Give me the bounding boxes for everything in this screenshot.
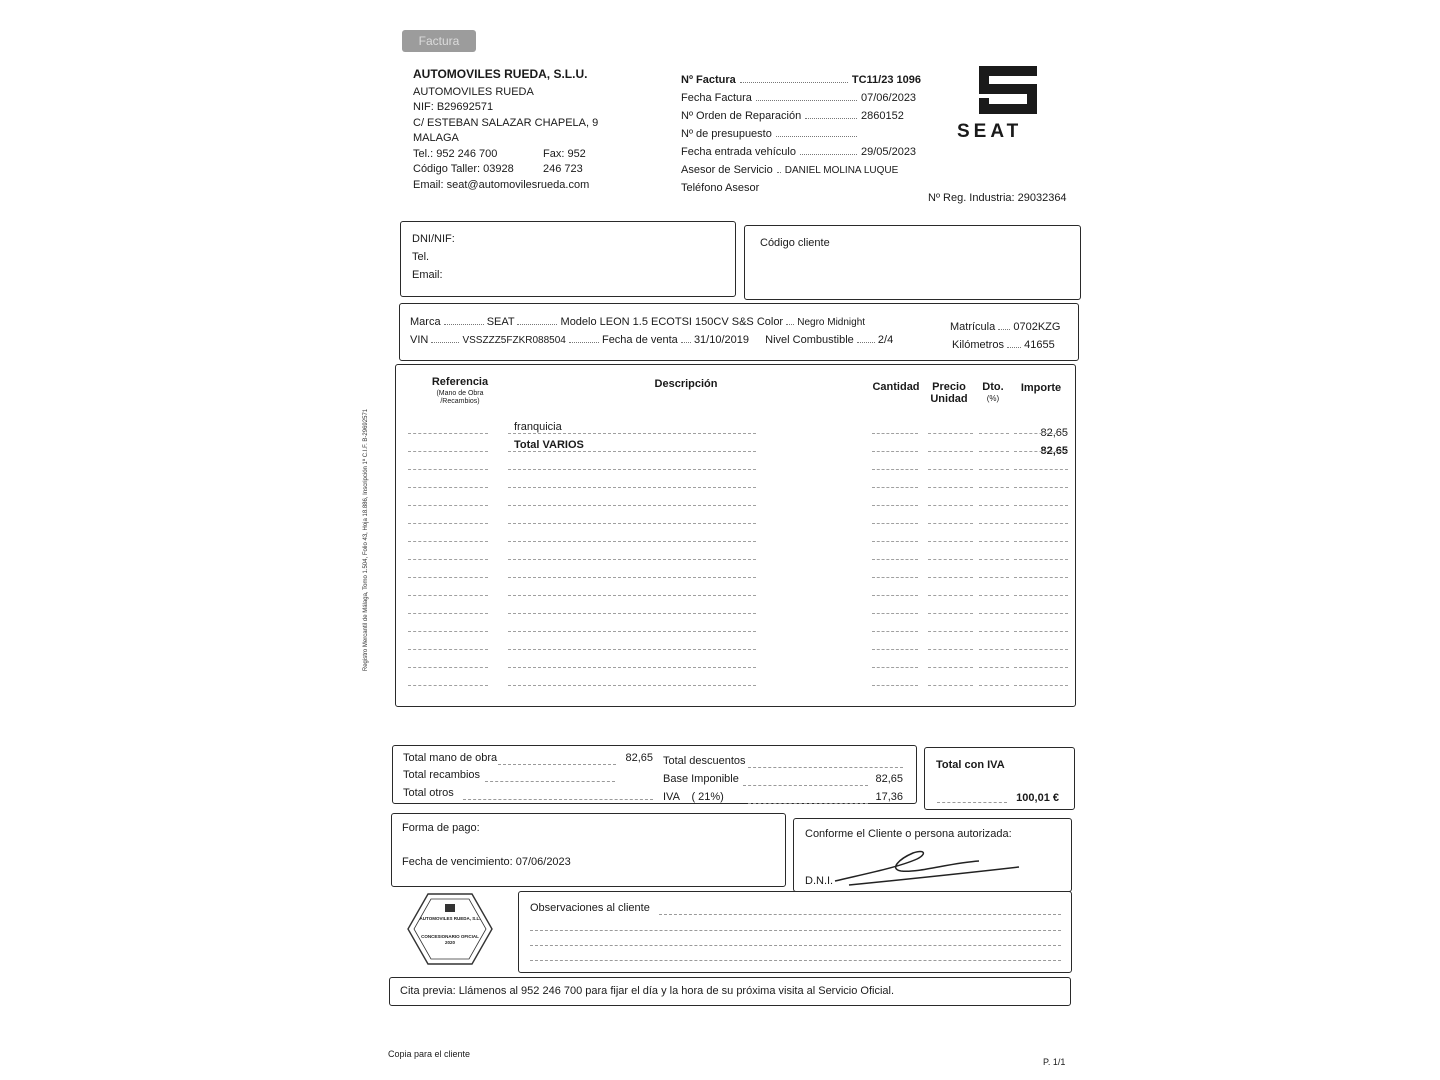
table-rule-line — [1014, 649, 1068, 650]
table-rule-line — [1014, 631, 1068, 632]
dealer-stamp — [406, 892, 494, 966]
table-rule-line — [508, 685, 756, 686]
table-rule-line — [872, 631, 918, 632]
stamp-subtitle: CONCESIONARIO OFICIAL 2020 — [421, 934, 479, 945]
th-discount-sub: (%) — [986, 394, 1000, 403]
vehicle-box — [399, 303, 1079, 361]
table-rule-line — [508, 451, 756, 452]
line-items-table — [395, 364, 1076, 707]
total-with-iva-box — [924, 747, 1075, 810]
table-rule-line — [508, 505, 756, 506]
table-rule-line — [508, 523, 756, 524]
table-rule-line — [979, 649, 1009, 650]
th-reference-sub: (Mano de Obra /Recambios) — [436, 390, 484, 405]
others-total-label: Total otros — [403, 787, 454, 799]
model-value: LEON 1.5 ECOTSI 150CV S&S — [599, 316, 754, 328]
table-rule-line — [872, 559, 918, 560]
fuel-value: 2/4 — [877, 334, 894, 346]
client-code-box — [744, 225, 1081, 300]
th-discount: Dto. — [982, 381, 1004, 393]
plate-label: Matrícula — [950, 321, 996, 333]
table-rule-line — [979, 631, 1009, 632]
table-rule-line — [979, 469, 1009, 470]
table-rule-line — [508, 631, 756, 632]
invoice-number: TC11/23 1096 — [851, 74, 921, 86]
table-rule-line — [928, 505, 973, 506]
table-rule-line — [928, 595, 973, 596]
table-rule-line — [979, 667, 1009, 668]
table-rule-line — [872, 667, 918, 668]
entry-date-label: Fecha entrada vehículo — [681, 146, 796, 158]
invoice-date: 07/06/2023 — [861, 92, 917, 104]
advisor-name: DANIEL MOLINA LUQUE — [784, 165, 899, 176]
total-with-iva-label: Total con IVA — [936, 759, 1005, 771]
table-rule-line — [408, 487, 488, 488]
table-rule-line — [508, 667, 756, 668]
table-rule-line — [508, 487, 756, 488]
table-rule-line — [1014, 577, 1068, 578]
table-rule-line — [872, 523, 918, 524]
table-rule-line — [872, 595, 918, 596]
table-rule-line — [872, 487, 918, 488]
table-rule-line — [928, 631, 973, 632]
appointment-box — [389, 977, 1071, 1006]
table-rule-line — [508, 559, 756, 560]
appointment-text: Cita previa: Llámenos al 952 246 700 para fijar el día y la hora de su próxima visita al Servicio Oficial. — [400, 985, 895, 997]
labor-total-label: Total mano de obra — [403, 752, 498, 764]
company-name: AUTOMOVILES RUEDA, S.L.U. — [413, 67, 588, 81]
company-city: MALAGA — [413, 132, 459, 144]
brand-label: Marca — [410, 316, 441, 328]
table-rule-line — [1014, 487, 1068, 488]
table-rule-line — [979, 523, 1009, 524]
table-rule-line — [408, 649, 488, 650]
table-rule-line — [928, 559, 973, 560]
table-rule-line — [979, 577, 1009, 578]
table-rule-line — [408, 667, 488, 668]
seat-wordmark: SEAT — [957, 121, 1023, 142]
table-rule-line — [1014, 433, 1068, 434]
due-date-label: Fecha de vencimiento: — [402, 856, 513, 868]
table-rule-line — [979, 451, 1009, 452]
table-rule-line — [408, 505, 488, 506]
observations-box — [518, 891, 1072, 973]
table-rule-line — [928, 541, 973, 542]
table-rule-line — [408, 433, 488, 434]
table-rule-line — [979, 505, 1009, 506]
table-rule-line — [872, 613, 918, 614]
table-rule-line — [872, 451, 918, 452]
mercantile-registry-text: Registro Mercantil de Málaga, Tomo 1.504, Folio 43, Hoja 18.886, Inscripción 1ª C.I.F. B-29692571 — [363, 408, 369, 672]
table-rule-line — [508, 469, 756, 470]
plate-value: 0702KZG — [1013, 321, 1061, 333]
vin-value: VSSZZZ5FZKR088504 — [462, 335, 566, 346]
table-rule-line — [979, 433, 1009, 434]
payment-method-label: Forma de pago: — [402, 822, 480, 834]
advisor-phone-label: Teléfono Asesor — [681, 182, 760, 194]
iva-rate: ( 21%) — [691, 791, 724, 803]
table-rule-line — [508, 595, 756, 596]
table-rule-line — [928, 451, 973, 452]
table-rule-line — [408, 541, 488, 542]
table-rule-line — [408, 577, 488, 578]
company-email: Email: seat@automovilesrueda.com — [413, 178, 590, 191]
brand-value: SEAT — [486, 316, 515, 328]
table-rule-line — [979, 595, 1009, 596]
row-2-amount: 82,65 — [1040, 445, 1068, 457]
table-rule-line — [1014, 667, 1068, 668]
table-rule-line — [872, 541, 918, 542]
signature-label: Conforme el Cliente o persona autorizada: — [805, 828, 1012, 840]
handwritten-signature — [829, 845, 1029, 889]
invoice-number-label: Nº Factura — [681, 74, 736, 86]
client-code-label: Código cliente — [760, 237, 830, 249]
company-nif: NIF: B29692571 — [413, 101, 494, 113]
km-label: Kilómetros — [952, 339, 1004, 351]
table-rule-line — [408, 595, 488, 596]
advisor-label: Asesor de Servicio — [681, 164, 773, 176]
company-fax: Fax: 952 246 723 — [543, 147, 586, 175]
table-rule-line — [508, 577, 756, 578]
discounts-total-label: Total descuentos — [663, 755, 746, 767]
total-with-iva: 100,01 € — [1016, 792, 1059, 804]
table-rule-line — [872, 433, 918, 434]
color-value: Negro Midnight — [797, 317, 866, 328]
signature-box — [793, 818, 1072, 892]
table-rule-line — [408, 685, 488, 686]
km-value: 41655 — [1024, 339, 1055, 351]
table-rule-line — [408, 613, 488, 614]
table-rule-line — [508, 541, 756, 542]
page-number: P. 1/1 — [1043, 1057, 1066, 1067]
table-rule-line — [408, 559, 488, 560]
table-rule-line — [408, 469, 488, 470]
vin-label: VIN — [410, 334, 429, 346]
table-rule-line — [872, 649, 918, 650]
table-rule-line — [928, 685, 973, 686]
table-rule-line — [508, 649, 756, 650]
company-workshop-code: Código Taller: 03928 — [413, 163, 514, 175]
fuel-label: Nivel Combustible — [765, 334, 854, 346]
table-rule-line — [1014, 685, 1068, 686]
invoice-info — [681, 68, 921, 194]
totals-box — [392, 745, 917, 804]
table-rule-line — [408, 631, 488, 632]
model-label: Modelo — [560, 316, 597, 328]
footer-copy-note: Copia para el cliente — [388, 1049, 471, 1059]
table-rule-line — [1014, 559, 1068, 560]
client-email-label: Email: — [412, 269, 443, 281]
th-amount: Importe — [1020, 382, 1062, 394]
labor-total: 82,65 — [625, 752, 653, 764]
taxable-base-label: Base Imponible — [663, 773, 739, 785]
table-rule-line — [1014, 469, 1068, 470]
th-quantity: Cantidad — [872, 381, 920, 393]
repair-order-label: Nº Orden de Reparación — [681, 110, 802, 122]
table-rule-line — [979, 685, 1009, 686]
table-rule-line — [928, 469, 973, 470]
invoice-date-label: Fecha Factura — [681, 92, 752, 104]
table-rule-line — [928, 487, 973, 488]
row-2-description: Total VARIOS — [514, 439, 584, 451]
table-rule-line — [508, 613, 756, 614]
table-rule-line — [1014, 505, 1068, 506]
sale-date-value: 31/10/2019 — [693, 334, 749, 346]
repair-order: 2860152 — [861, 110, 904, 122]
table-rule-line — [408, 451, 488, 452]
table-rule-line — [928, 577, 973, 578]
table-rule-line — [872, 469, 918, 470]
table-rule-line — [979, 541, 1009, 542]
budget-label: Nº de presupuesto — [681, 128, 772, 140]
table-rule-line — [928, 649, 973, 650]
company-tel: Tel.: 952 246 700 — [413, 147, 498, 160]
client-dni-label: DNI/NIF: — [412, 233, 455, 245]
table-rule-line — [1014, 451, 1068, 452]
industry-registration: Nº Reg. Industria: 29032364 — [928, 192, 1067, 204]
table-rule-line — [872, 685, 918, 686]
table-rule-line — [928, 613, 973, 614]
table-rule-line — [872, 577, 918, 578]
client-box — [400, 221, 736, 297]
row-1-description: franquicia — [514, 421, 562, 433]
table-rule-line — [928, 667, 973, 668]
table-rule-line — [508, 433, 756, 434]
observations-label: Observaciones al cliente — [530, 902, 650, 914]
sale-date-label: Fecha de venta — [601, 334, 678, 346]
table-rule-line — [872, 505, 918, 506]
parts-total-label: Total recambios — [403, 769, 481, 781]
entry-date: 29/05/2023 — [861, 146, 917, 158]
color-label: Color — [756, 316, 784, 328]
signature-dni-label: D.N.I. — [805, 875, 834, 887]
table-rule-line — [1014, 541, 1068, 542]
stamp-title: AUTOMOVILES RUEDA, S.L. — [419, 916, 481, 921]
taxable-base: 82,65 — [875, 773, 903, 785]
table-rule-line — [1014, 523, 1068, 524]
company-line1: AUTOMOVILES RUEDA — [413, 85, 534, 98]
th-description: Descripción — [654, 378, 718, 390]
table-rule-line — [979, 613, 1009, 614]
table-rule-line — [928, 523, 973, 524]
company-address: C/ ESTEBAN SALAZAR CHAPELA, 9 — [413, 116, 599, 129]
iva-label: IVA — [663, 791, 680, 803]
table-rule-line — [1014, 613, 1068, 614]
th-unit-price: Precio Unidad — [930, 381, 968, 405]
table-rule-line — [928, 433, 973, 434]
document-type-tag: Factura — [402, 30, 476, 52]
table-rule-line — [408, 523, 488, 524]
iva-amount: 17,36 — [875, 791, 903, 803]
th-reference: Referencia — [431, 376, 489, 388]
due-date: 07/06/2023 — [515, 856, 571, 868]
table-rule-line — [979, 487, 1009, 488]
payment-box — [391, 813, 786, 887]
table-rule-line — [1014, 595, 1068, 596]
client-tel-label: Tel. — [412, 251, 430, 263]
row-1-amount: 82,65 — [1040, 427, 1068, 439]
company-info — [413, 67, 598, 193]
table-rule-line — [979, 559, 1009, 560]
